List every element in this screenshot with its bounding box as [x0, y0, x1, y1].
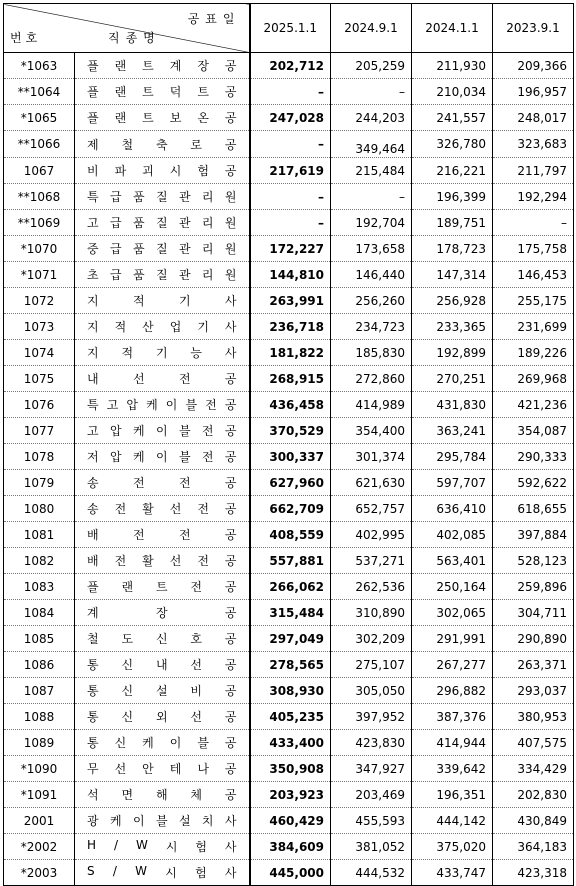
job-name-text: 지 적 기 능 사 — [87, 346, 237, 360]
job-number: *1091 — [4, 782, 75, 808]
wage-value: 652,757 — [331, 496, 412, 522]
job-name-text: 지 적 기 사 — [87, 294, 237, 308]
table-row — [4, 79, 574, 105]
wage-value: 363,241 — [412, 418, 493, 444]
wage-value: 592,622 — [493, 470, 574, 496]
wage-value: 172,227 — [250, 236, 331, 262]
wage-value: 216,221 — [412, 158, 493, 184]
wage-value: 349,464 — [331, 131, 412, 158]
job-name-text: 통 신 내 선 공 — [87, 658, 237, 672]
job-name-text: 석 면 해 체 공 — [87, 788, 237, 802]
job-number: 2001 — [4, 808, 75, 834]
wage-value: 636,410 — [412, 496, 493, 522]
wage-value: 445,000 — [250, 860, 331, 886]
job-name-text: 지 적 산 업 기 사 — [87, 320, 237, 334]
header-row — [4, 4, 574, 53]
table-row — [4, 730, 574, 756]
wage-value: 147,314 — [412, 262, 493, 288]
wage-value: 387,376 — [412, 704, 493, 730]
job-number: 1067 — [4, 158, 75, 184]
job-name-text: 배 전 전 공 — [87, 528, 237, 542]
job-name-text: 무 선 안 테 나 공 — [87, 762, 237, 776]
wage-value: 310,890 — [331, 600, 412, 626]
job-name-text: 고 압 케 이 블 전 공 — [87, 424, 237, 438]
wage-value: 421,236 — [493, 392, 574, 418]
date-header: 2025.1.1 — [250, 4, 331, 53]
job-number: *1090 — [4, 756, 75, 782]
wage-value: 269,968 — [493, 366, 574, 392]
wage-value: 444,142 — [412, 808, 493, 834]
wage-value: 181,822 — [250, 340, 331, 366]
wage-value: 297,049 — [250, 626, 331, 652]
wage-value: 241,557 — [412, 105, 493, 131]
job-name — [75, 652, 250, 678]
wage-value: 250,164 — [412, 574, 493, 600]
table-row — [4, 548, 574, 574]
wage-value: 217,619 — [250, 158, 331, 184]
wage-value: 455,593 — [331, 808, 412, 834]
wage-value: 300,337 — [250, 444, 331, 470]
job-name-label: 직종명 — [108, 31, 161, 45]
table-row — [4, 444, 574, 470]
table-row — [4, 834, 574, 860]
job-name-text: 통 신 외 선 공 — [87, 710, 237, 724]
job-name-text: 계 장 공 — [87, 606, 237, 620]
job-name-text: 플 랜 트 전 공 — [87, 580, 237, 594]
job-name — [75, 210, 250, 236]
wage-value: 423,318 — [493, 860, 574, 886]
table-row — [4, 184, 574, 210]
job-number: 1081 — [4, 522, 75, 548]
job-number: 1078 — [4, 444, 75, 470]
wage-value: 301,374 — [331, 444, 412, 470]
wage-value: 196,351 — [412, 782, 493, 808]
job-number: 1079 — [4, 470, 75, 496]
job-name-text: 송 전 전 공 — [87, 476, 237, 490]
job-name — [75, 288, 250, 314]
wage-value: 339,642 — [412, 756, 493, 782]
date-header: 2024.1.1 — [412, 4, 493, 53]
job-number: *2003 — [4, 860, 75, 886]
job-name-text: H / W 시 험 사 — [87, 838, 237, 854]
wage-value: 178,723 — [412, 236, 493, 262]
job-name — [75, 131, 250, 158]
table-row — [4, 470, 574, 496]
job-name-text: 통 신 케 이 블 공 — [87, 736, 237, 750]
wage-value: 259,896 — [493, 574, 574, 600]
wage-value: 397,952 — [331, 704, 412, 730]
job-number: 1080 — [4, 496, 75, 522]
wage-value: 291,991 — [412, 626, 493, 652]
wage-value: 202,712 — [250, 53, 331, 79]
wage-value: 621,630 — [331, 470, 412, 496]
wage-table — [3, 3, 574, 886]
wage-value: – — [331, 184, 412, 210]
job-number: 1088 — [4, 704, 75, 730]
job-name — [75, 808, 250, 834]
wage-value: 407,575 — [493, 730, 574, 756]
table-row — [4, 288, 574, 314]
job-name — [75, 105, 250, 131]
wage-value: 244,203 — [331, 105, 412, 131]
table-row — [4, 158, 574, 184]
wage-value: 255,175 — [493, 288, 574, 314]
wage-value: 209,366 — [493, 53, 574, 79]
wage-value: 397,884 — [493, 522, 574, 548]
job-number: 1089 — [4, 730, 75, 756]
wage-value: 370,529 — [250, 418, 331, 444]
wage-value: 433,400 — [250, 730, 331, 756]
wage-value: 146,440 — [331, 262, 412, 288]
job-name — [75, 704, 250, 730]
job-number: 1084 — [4, 600, 75, 626]
wage-value: 185,830 — [331, 340, 412, 366]
job-name — [75, 314, 250, 340]
wage-value: 326,780 — [412, 131, 493, 158]
table-row — [4, 418, 574, 444]
table-row — [4, 574, 574, 600]
table-row — [4, 678, 574, 704]
job-number: 1083 — [4, 574, 75, 600]
table-row — [4, 262, 574, 288]
wage-value: 557,881 — [250, 548, 331, 574]
job-name-text: 특 급 품 질 관 리 원 — [87, 190, 237, 204]
wage-value: 234,723 — [331, 314, 412, 340]
wage-value: 295,784 — [412, 444, 493, 470]
wage-value: 334,429 — [493, 756, 574, 782]
table-row — [4, 105, 574, 131]
table-row — [4, 704, 574, 730]
wage-value: 350,908 — [250, 756, 331, 782]
job-name — [75, 548, 250, 574]
wage-value: 205,259 — [331, 53, 412, 79]
job-name — [75, 366, 250, 392]
job-name — [75, 158, 250, 184]
job-name — [75, 834, 250, 860]
wage-value: 408,559 — [250, 522, 331, 548]
job-number: **1069 — [4, 210, 75, 236]
job-number: **1064 — [4, 79, 75, 105]
wage-value: 236,718 — [250, 314, 331, 340]
job-name-text: 제 철 축 로 공 — [87, 137, 237, 152]
wage-value: 247,028 — [250, 105, 331, 131]
job-name — [75, 236, 250, 262]
wage-value: 302,065 — [412, 600, 493, 626]
wage-value: 323,683 — [493, 131, 574, 158]
job-name-text: 중 급 품 질 관 리 원 — [87, 242, 237, 256]
wage-value: 233,365 — [412, 314, 493, 340]
wage-value: 196,957 — [493, 79, 574, 105]
wage-value: 144,810 — [250, 262, 331, 288]
table-row — [4, 314, 574, 340]
job-name — [75, 600, 250, 626]
job-name — [75, 782, 250, 808]
number-label: 번호 — [10, 31, 42, 45]
wage-value: 290,890 — [493, 626, 574, 652]
job-name — [75, 53, 250, 79]
wage-value: 430,849 — [493, 808, 574, 834]
table-row — [4, 210, 574, 236]
wage-value: 192,294 — [493, 184, 574, 210]
wage-value: – — [250, 210, 331, 236]
wage-value: 381,052 — [331, 834, 412, 860]
job-name-text: 비 파 괴 시 험 공 — [87, 164, 237, 178]
wage-value: 304,711 — [493, 600, 574, 626]
wage-value: 627,960 — [250, 470, 331, 496]
job-name-text: 내 선 전 공 — [87, 372, 237, 386]
table-row — [4, 782, 574, 808]
wage-value: 267,277 — [412, 652, 493, 678]
wage-value: 347,927 — [331, 756, 412, 782]
wage-value: 192,899 — [412, 340, 493, 366]
wage-value: 405,235 — [250, 704, 331, 730]
wage-value: 202,830 — [493, 782, 574, 808]
job-number: 1074 — [4, 340, 75, 366]
wage-value: 211,797 — [493, 158, 574, 184]
wage-value: 528,123 — [493, 548, 574, 574]
wage-value: 263,991 — [250, 288, 331, 314]
job-number: 1077 — [4, 418, 75, 444]
job-name-text: 광 케 이 블 설 치 사 — [87, 814, 237, 828]
wage-value: 270,251 — [412, 366, 493, 392]
table-row — [4, 131, 574, 158]
job-name — [75, 574, 250, 600]
wage-value: 211,930 — [412, 53, 493, 79]
job-name — [75, 340, 250, 366]
wage-value: 278,565 — [250, 652, 331, 678]
wage-value: 275,107 — [331, 652, 412, 678]
job-name-text: S / W 시 험 사 — [87, 864, 237, 880]
wage-value: 414,989 — [331, 392, 412, 418]
wage-value: 354,087 — [493, 418, 574, 444]
job-name — [75, 444, 250, 470]
wage-value: 262,536 — [331, 574, 412, 600]
table-row — [4, 340, 574, 366]
table-row — [4, 652, 574, 678]
wage-value: 192,704 — [331, 210, 412, 236]
job-number: **1068 — [4, 184, 75, 210]
wage-value: 296,882 — [412, 678, 493, 704]
wage-value: 431,830 — [412, 392, 493, 418]
table-row — [4, 53, 574, 79]
job-name-text: 초 급 품 질 관 리 원 — [87, 268, 237, 282]
wage-value: 203,923 — [250, 782, 331, 808]
table-row — [4, 522, 574, 548]
wage-value: – — [250, 79, 331, 105]
job-number: 1072 — [4, 288, 75, 314]
job-name — [75, 730, 250, 756]
job-name-text: 특 고 압 케 이 블 전 공 — [87, 398, 237, 412]
wage-value: 436,458 — [250, 392, 331, 418]
job-number: *1070 — [4, 236, 75, 262]
job-number: 1087 — [4, 678, 75, 704]
wage-value: 268,915 — [250, 366, 331, 392]
job-number: 1082 — [4, 548, 75, 574]
wage-value: 305,050 — [331, 678, 412, 704]
job-name — [75, 392, 250, 418]
wage-value: 203,469 — [331, 782, 412, 808]
job-name-text: 송 전 활 선 전 공 — [87, 502, 237, 516]
wage-value: 256,260 — [331, 288, 412, 314]
table-row — [4, 756, 574, 782]
table-row — [4, 626, 574, 652]
wage-value: 354,400 — [331, 418, 412, 444]
job-name — [75, 184, 250, 210]
wage-value: 290,333 — [493, 444, 574, 470]
wage-value: 364,183 — [493, 834, 574, 860]
wage-value: 173,658 — [331, 236, 412, 262]
wage-value: 215,484 — [331, 158, 412, 184]
job-name — [75, 262, 250, 288]
job-number: *1071 — [4, 262, 75, 288]
job-name — [75, 626, 250, 652]
wage-value: 293,037 — [493, 678, 574, 704]
job-name — [75, 496, 250, 522]
job-name-text: 플 랜 트 보 온 공 — [87, 111, 237, 125]
wage-value: 272,860 — [331, 366, 412, 392]
wage-value: – — [493, 210, 574, 236]
job-name-text: 플 랜 트 덕 트 공 — [87, 85, 237, 99]
job-name-text: 저 압 케 이 블 전 공 — [87, 450, 237, 464]
job-number: 1075 — [4, 366, 75, 392]
job-number: *2002 — [4, 834, 75, 860]
announcement-date-label: 공표일 — [187, 12, 241, 26]
wage-value: 302,209 — [331, 626, 412, 652]
job-name — [75, 470, 250, 496]
job-number: **1066 — [4, 131, 75, 158]
job-name — [75, 756, 250, 782]
table-row — [4, 496, 574, 522]
wage-value: 196,399 — [412, 184, 493, 210]
wage-value: 537,271 — [331, 548, 412, 574]
job-name-text: 배 전 활 선 전 공 — [87, 554, 237, 568]
wage-value: 146,453 — [493, 262, 574, 288]
job-name — [75, 418, 250, 444]
table-row — [4, 808, 574, 834]
corner-header — [4, 4, 250, 53]
job-name-text: 통 신 설 비 공 — [87, 684, 237, 698]
job-number: 1073 — [4, 314, 75, 340]
wage-value: 618,655 — [493, 496, 574, 522]
wage-value: 460,429 — [250, 808, 331, 834]
job-name-text: 플 랜 트 계 장 공 — [87, 59, 237, 73]
wage-value: 175,758 — [493, 236, 574, 262]
wage-value: 375,020 — [412, 834, 493, 860]
job-number: 1086 — [4, 652, 75, 678]
wage-value: 384,609 — [250, 834, 331, 860]
wage-value: 444,532 — [331, 860, 412, 886]
wage-value: 256,928 — [412, 288, 493, 314]
job-name — [75, 522, 250, 548]
wage-value: 662,709 — [250, 496, 331, 522]
job-number: 1085 — [4, 626, 75, 652]
wage-value: – — [250, 131, 331, 158]
table-row — [4, 236, 574, 262]
wage-value: 414,944 — [412, 730, 493, 756]
wage-value: 402,995 — [331, 522, 412, 548]
date-header: 2023.9.1 — [493, 4, 574, 53]
wage-value: 266,062 — [250, 574, 331, 600]
wage-value: 423,830 — [331, 730, 412, 756]
job-name-text: 철 도 신 호 공 — [87, 632, 237, 646]
wage-value: 189,751 — [412, 210, 493, 236]
wage-value: 402,085 — [412, 522, 493, 548]
job-name-text: 고 급 품 질 관 리 원 — [87, 216, 237, 230]
wage-value: 563,401 — [412, 548, 493, 574]
wage-value: 263,371 — [493, 652, 574, 678]
job-name — [75, 79, 250, 105]
table-row — [4, 392, 574, 418]
job-name — [75, 678, 250, 704]
wage-value: – — [331, 79, 412, 105]
wage-value: – — [250, 184, 331, 210]
wage-value: 308,930 — [250, 678, 331, 704]
table-row — [4, 366, 574, 392]
job-number: 1076 — [4, 392, 75, 418]
wage-value: 597,707 — [412, 470, 493, 496]
table-row — [4, 600, 574, 626]
wage-value: 248,017 — [493, 105, 574, 131]
wage-value: 210,034 — [412, 79, 493, 105]
job-number: *1065 — [4, 105, 75, 131]
date-header: 2024.9.1 — [331, 4, 412, 53]
job-number: *1063 — [4, 53, 75, 79]
wage-value: 315,484 — [250, 600, 331, 626]
wage-value: 189,226 — [493, 340, 574, 366]
wage-value: 231,699 — [493, 314, 574, 340]
wage-value: 433,747 — [412, 860, 493, 886]
wage-value: 380,953 — [493, 704, 574, 730]
